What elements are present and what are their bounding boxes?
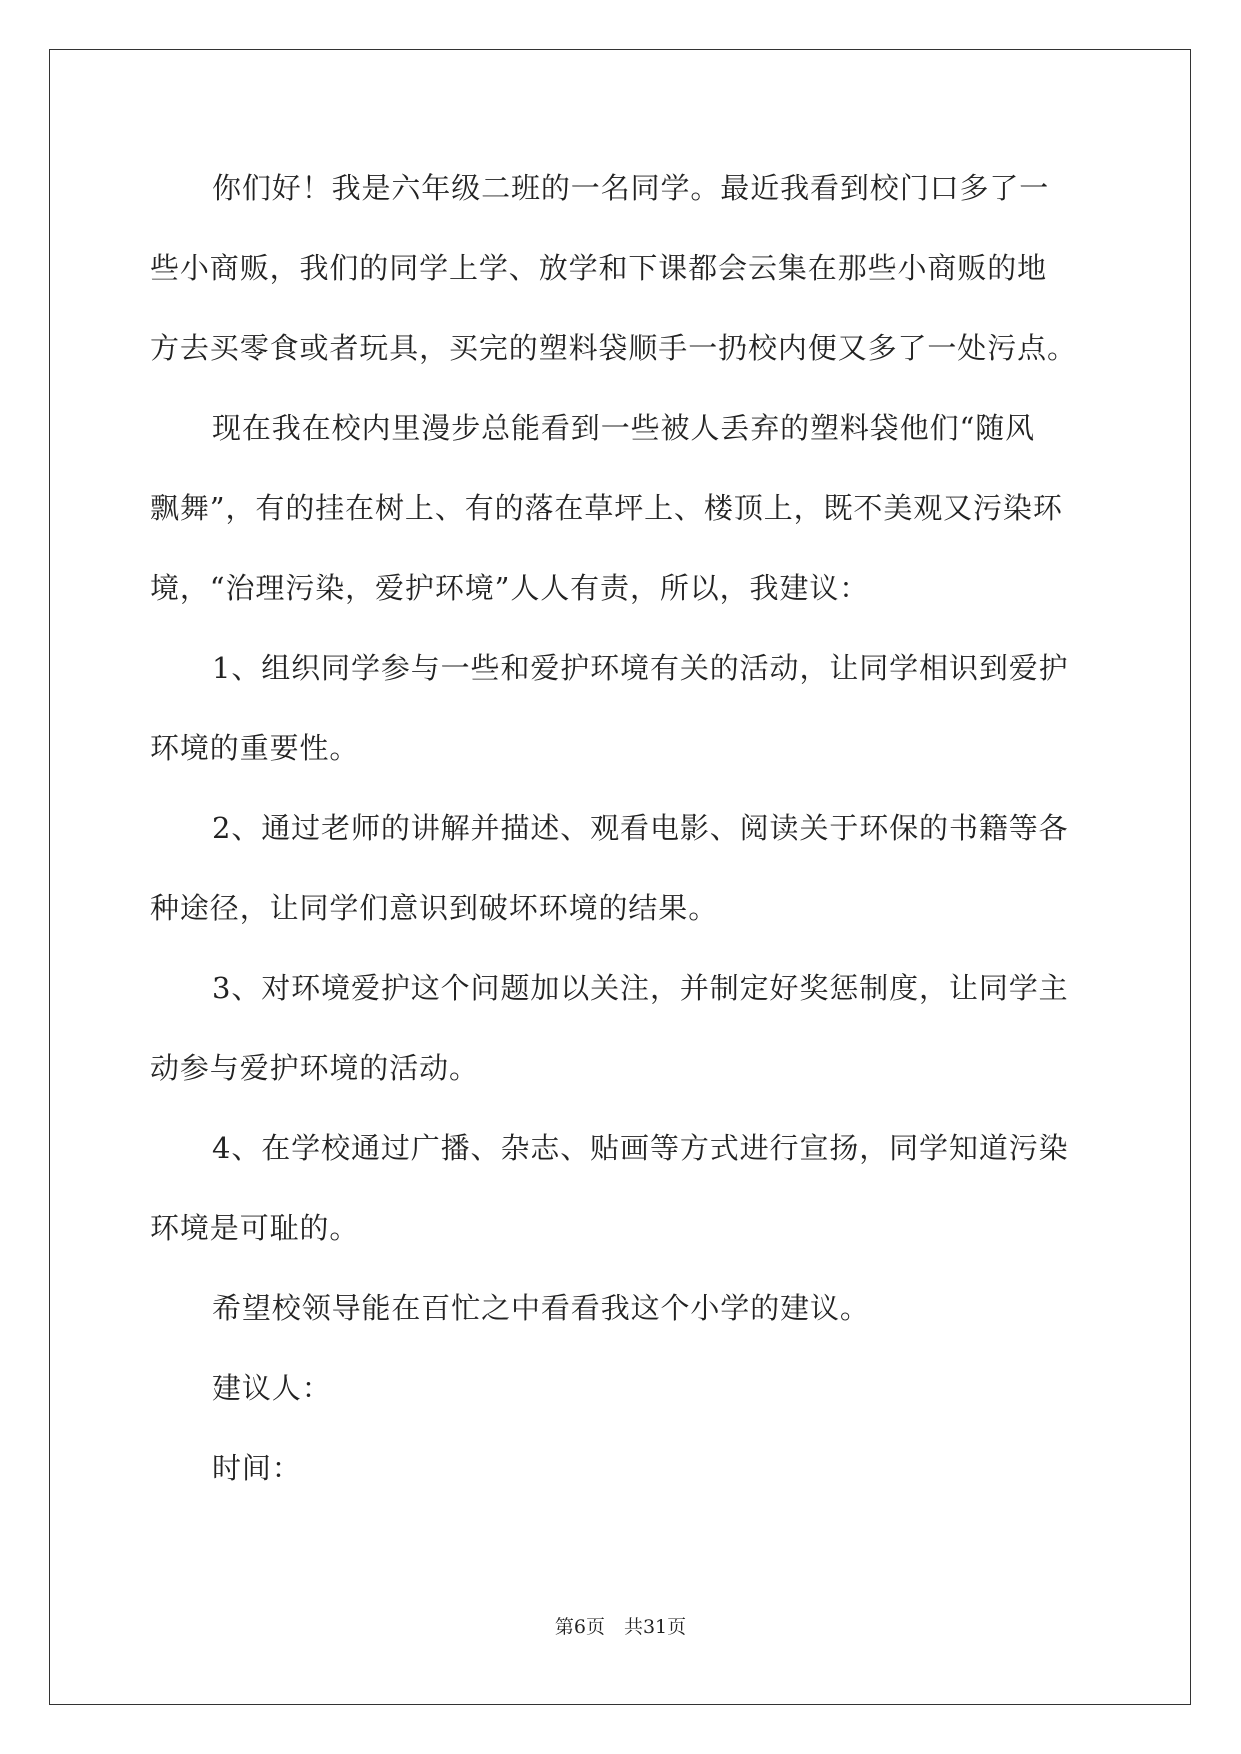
page-number-footer: 第6页 共31页 bbox=[554, 1616, 687, 1638]
suggestion-1-line-2: 环境的重要性。 bbox=[150, 731, 360, 765]
paragraph-1-line-3: 方去买零食或者玩具，买完的塑料袋顺手一扔校内便又多了一处污点。 bbox=[150, 331, 1077, 365]
paragraph-2-line-3: 境，“治理污染，爱护环境”人人有责，所以，我建议： bbox=[150, 571, 870, 605]
paragraph-1-line-1: 你们好！我是六年级二班的一名同学。最近我看到校门口多了一 bbox=[212, 171, 1050, 205]
paragraph-2-line-2: 飘舞”，有的挂在树上、有的落在草坪上、楼顶上，既不美观又污染环 bbox=[150, 491, 1063, 525]
date-label: 时间： bbox=[212, 1451, 302, 1485]
suggestion-2-line-2: 种途径，让同学们意识到破坏环境的结果。 bbox=[150, 891, 719, 925]
closing-paragraph: 希望校领导能在百忙之中看看我这个小学的建议。 bbox=[212, 1291, 870, 1325]
paragraph-1-line-2: 些小商贩，我们的同学上学、放学和下课都会云集在那些小商贩的地 bbox=[150, 251, 1048, 285]
suggestion-1-line-1: 1、组织同学参与一些和爱护环境有关的活动，让同学相识到爱护 bbox=[212, 651, 1069, 685]
suggestion-4-line-2: 环境是可耻的。 bbox=[150, 1211, 360, 1245]
paragraph-2-line-1: 现在我在校内里漫步总能看到一些被人丢弃的塑料袋他们“随风 bbox=[212, 411, 1036, 445]
suggestion-4-line-1: 4、在学校通过广播、杂志、贴画等方式进行宣扬，同学知道污染 bbox=[212, 1131, 1069, 1165]
proposer-label: 建议人： bbox=[212, 1371, 332, 1405]
suggestion-3-line-1: 3、对环境爱护这个问题加以关注，并制定好奖惩制度，让同学主 bbox=[212, 971, 1069, 1005]
suggestion-2-line-1: 2、通过老师的讲解并描述、观看电影、阅读关于环保的书籍等各 bbox=[212, 811, 1069, 845]
suggestion-3-line-2: 动参与爱护环境的活动。 bbox=[150, 1051, 479, 1085]
